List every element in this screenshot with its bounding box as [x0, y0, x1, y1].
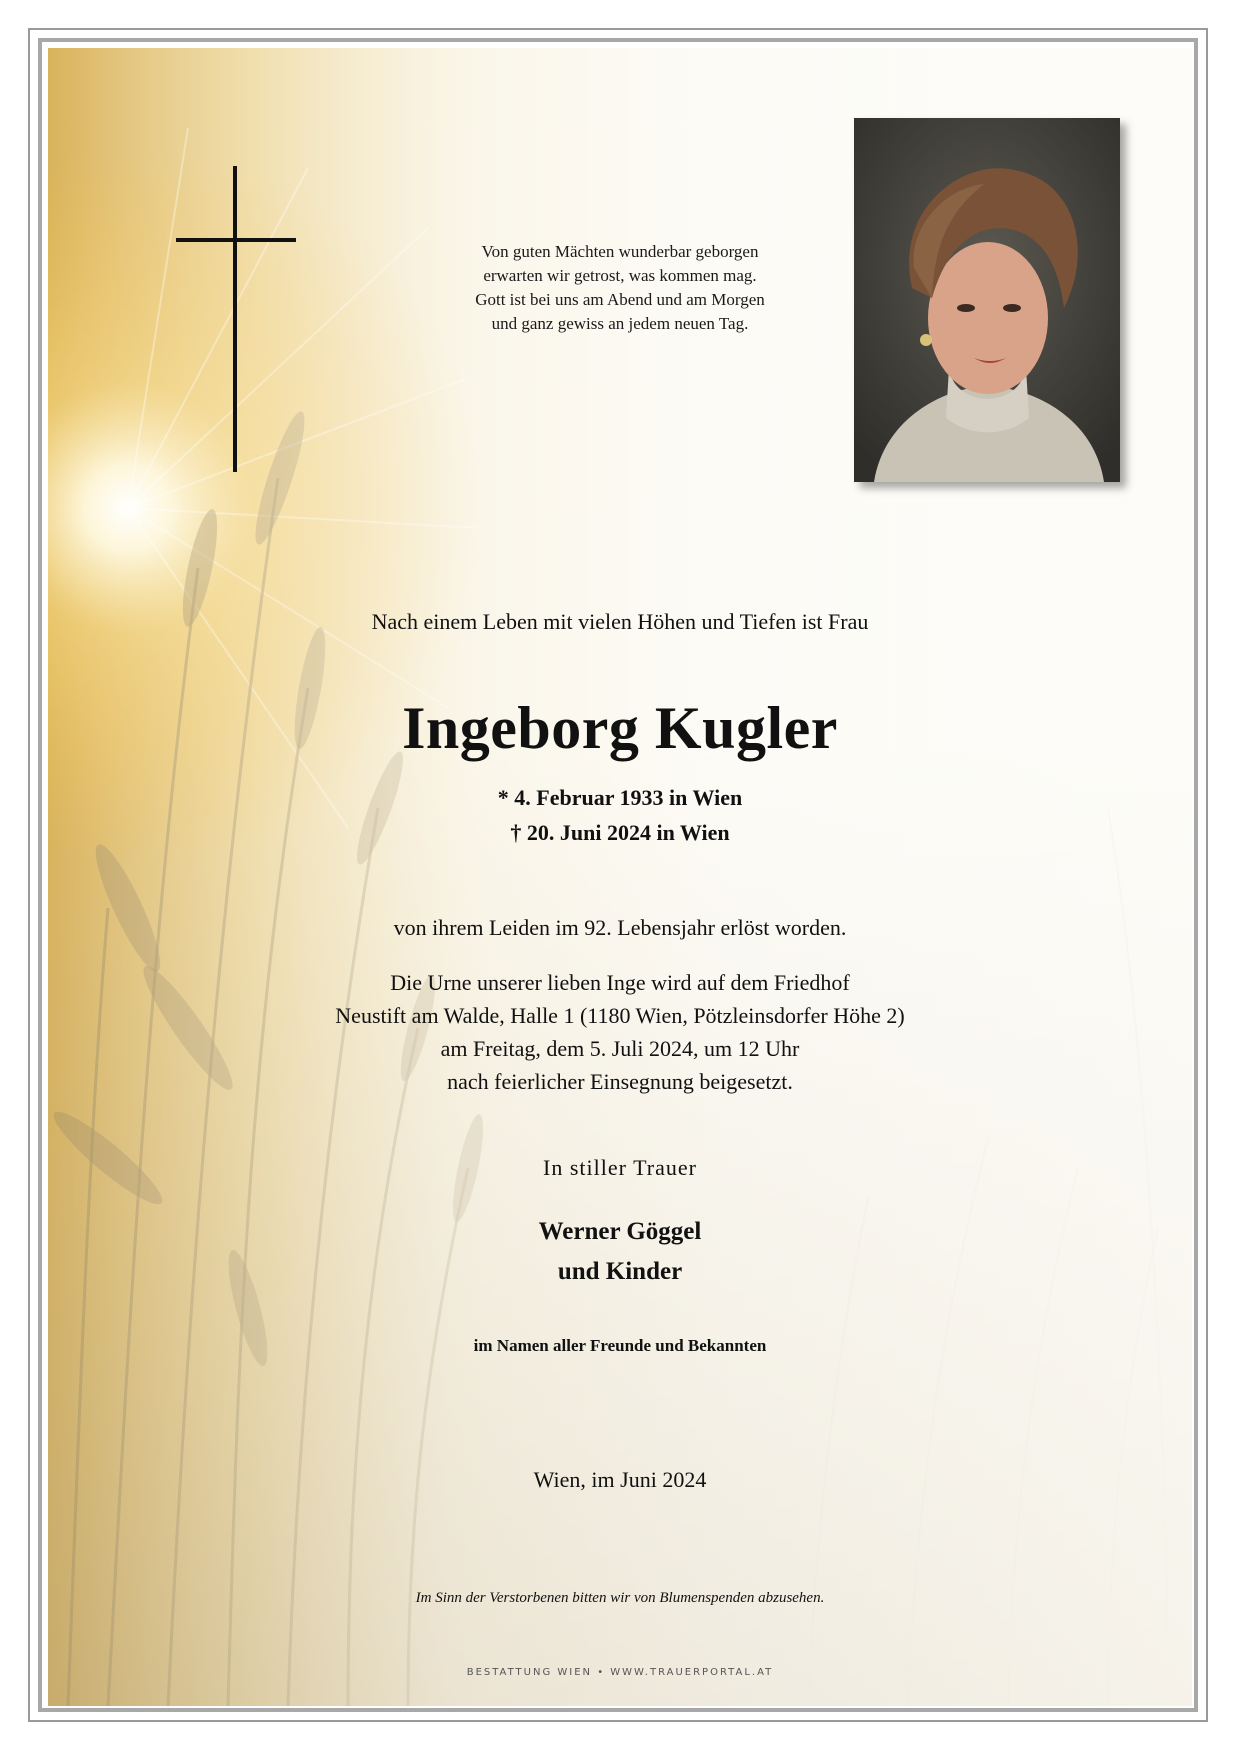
life-dates	[240, 780, 1000, 850]
family-line-1: Werner Göggel	[538, 1218, 702, 1245]
intro-text: Nach einem Leben mit vielen Höhen und Tiefen ist Frau	[371, 609, 869, 634]
cross-vertical-bar	[233, 166, 237, 472]
friends-text: im Namen aller Freunde und Bekannten	[473, 1336, 767, 1355]
verse-line: Von guten Mächten wunderbar geborgen	[481, 242, 759, 261]
verse-line: Gott ist bei uns am Abend und am Morgen	[475, 290, 765, 309]
released-text: von ihrem Leiden im 92. Lebensjahr erlöst worden.	[393, 915, 847, 940]
footer-branding: BESTATTUNG WIEN • WWW.TRAUERPORTAL.AT	[466, 1667, 774, 1678]
mourning-heading: In stiller Trauer	[543, 1155, 697, 1180]
burial-details	[240, 966, 1000, 1098]
cross-horizontal-bar	[176, 238, 296, 242]
flowers-note: Im Sinn der Verstorbenen bitten wir von Blumenspenden abzusehen.	[415, 1590, 825, 1606]
birth-date: * 4. Februar 1933 in Wien	[497, 785, 743, 810]
portrait-photo	[854, 118, 1120, 482]
burial-line: Die Urne unserer lieben Inge wird auf dem Friedhof	[390, 970, 850, 995]
family-names	[240, 1212, 1000, 1292]
burial-line: Neustift am Walde, Halle 1 (1180 Wien, Pötzleinsdorfer Höhe 2)	[335, 1003, 905, 1028]
cross-symbol	[176, 166, 296, 472]
place-date: Wien, im Juni 2024	[533, 1467, 707, 1492]
family-line-2: und Kinder	[557, 1258, 683, 1285]
portrait-image	[854, 118, 1120, 482]
verse-line: und ganz gewiss an jedem neuen Tag.	[491, 314, 749, 333]
burial-line: nach feierlicher Einsegnung beigesetzt.	[447, 1069, 793, 1094]
deceased-name: Ingeborg Kugler	[402, 695, 838, 761]
death-date: † 20. Juni 2024 in Wien	[510, 820, 730, 845]
verse-block	[340, 240, 900, 336]
verse-line: erwarten wir getrost, was kommen mag.	[483, 266, 757, 285]
burial-line: am Freitag, dem 5. Juli 2024, um 12 Uhr	[440, 1036, 800, 1061]
